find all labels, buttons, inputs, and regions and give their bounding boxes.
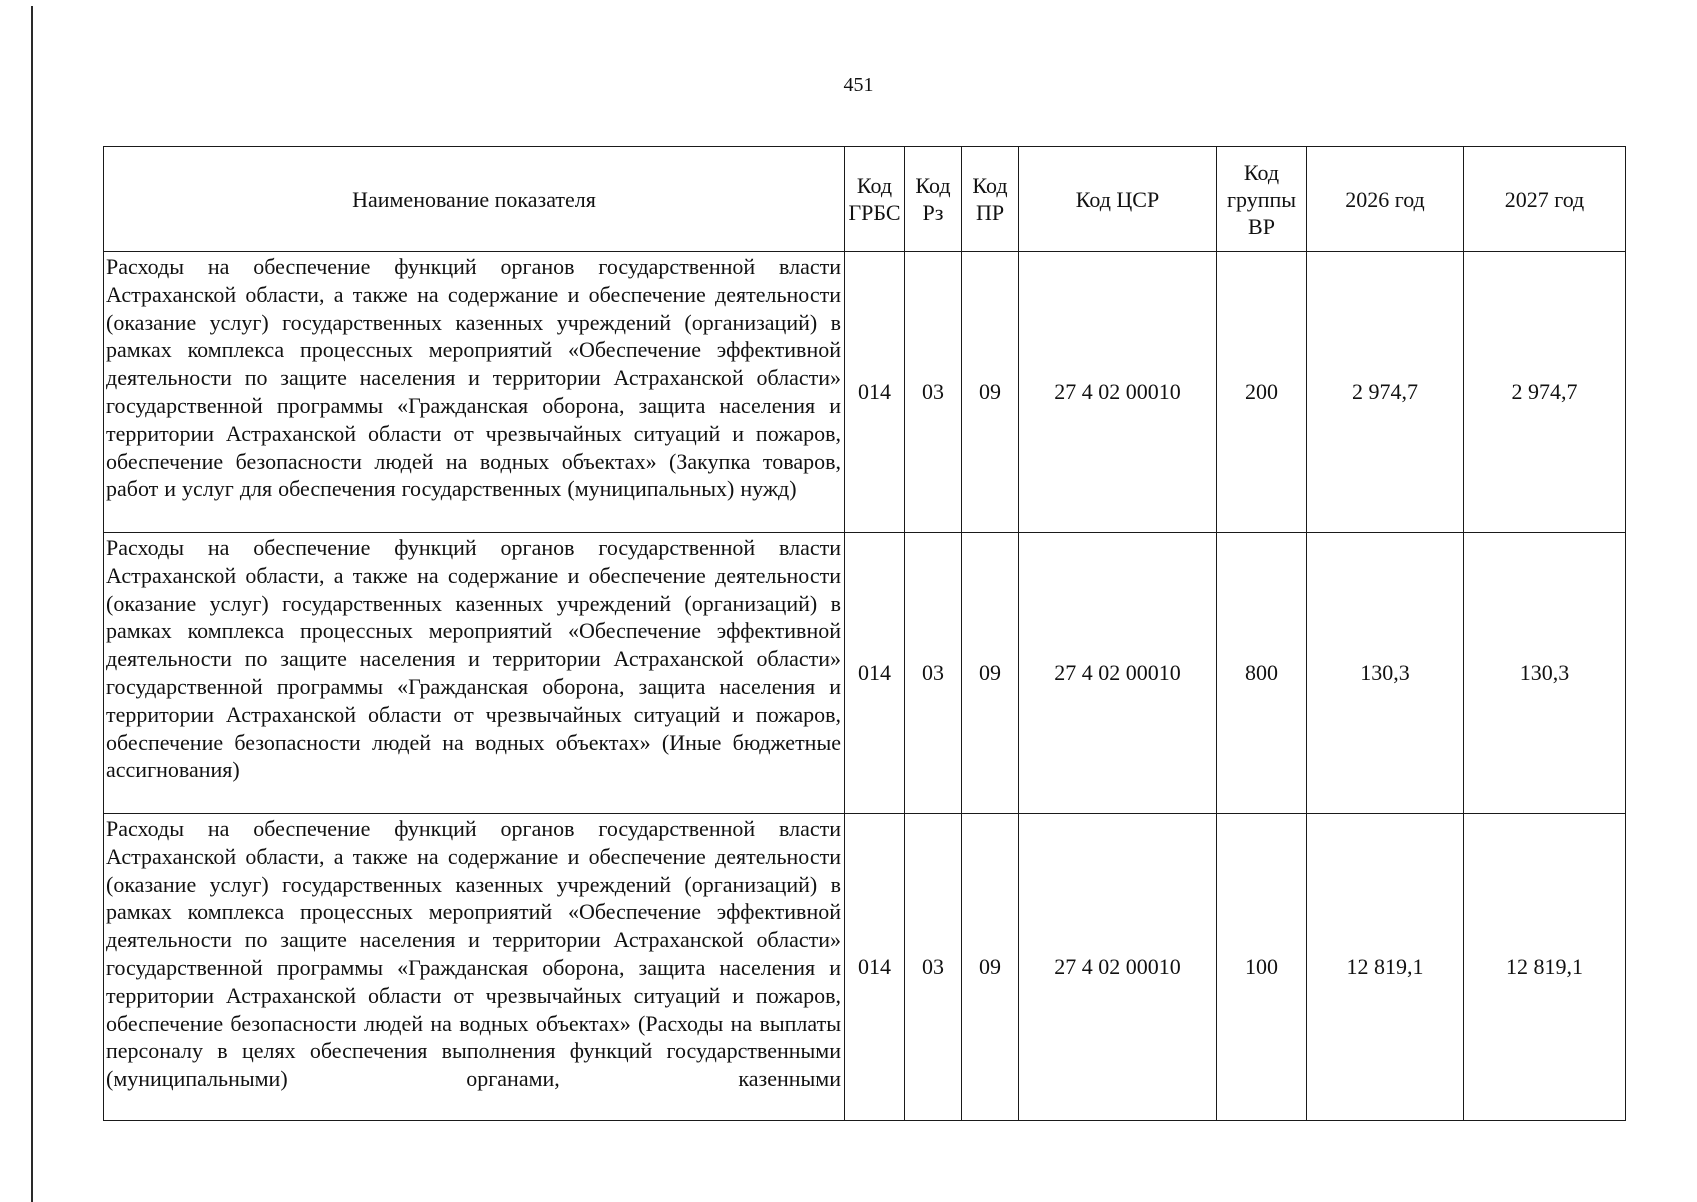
row-csr: 27 4 02 00010 xyxy=(1019,814,1217,1121)
header-pr: Код ПР xyxy=(962,147,1019,252)
table-header-row xyxy=(104,147,1626,252)
row-grbs: 014 xyxy=(845,533,905,814)
header-2027: 2027 год xyxy=(1464,147,1626,252)
row-name: Расходы на обеспечение функций органов государственной власти Астраханской области, а также на содержание и обеспечение деятельности (оказание услуг) государственных казенных учреждений (организаций) в рамках комплекса процессных мероприятий «Обеспечение эффективной деятельности по защите населения и территории Астраханской области» государственной программы «Гражданская оборона, защита населения и территории Астраханской области от чрезвычайных ситуаций и пожаров, обеспечение безопасности людей на водных объектах» (Расходы на выплаты персоналу в целях обеспечения выполнения функций государственными (муниципальными) органами, казенными xyxy=(104,814,845,1121)
header-grbs: Код ГРБС xyxy=(845,147,905,252)
header-name: Наименование показателя xyxy=(104,147,845,252)
header-rz: Код Рз xyxy=(905,147,962,252)
left-margin-line xyxy=(31,6,33,1202)
row-name: Расходы на обеспечение функций органов государственной власти Астраханской области, а также на содержание и обеспечение деятельности (оказание услуг) государственных казенных учреждений (организаций) в рамках комплекса процессных мероприятий «Обеспечение эффективной деятельности по защите населения и территории Астраханской области» государственной программы «Гражданская оборона, защита населения и территории Астраханской области от чрезвычайных ситуаций и пожаров, обеспечение безопасности людей на водных объектах» (Закупка товаров, работ и услуг для обеспечения государственных (муниципальных) нужд) xyxy=(104,252,845,533)
row-rz: 03 xyxy=(905,533,962,814)
row-rz: 03 xyxy=(905,814,962,1121)
row-csr: 27 4 02 00010 xyxy=(1019,252,1217,533)
header-vr: Код группы ВР xyxy=(1217,147,1307,252)
row-vr: 800 xyxy=(1217,533,1307,814)
row-pr: 09 xyxy=(962,252,1019,533)
row-vr: 200 xyxy=(1217,252,1307,533)
header-2026: 2026 год xyxy=(1307,147,1464,252)
row-name: Расходы на обеспечение функций органов государственной власти Астраханской области, а также на содержание и обеспечение деятельности (оказание услуг) государственных казенных учреждений (организаций) в рамках комплекса процессных мероприятий «Обеспечение эффективной деятельности по защите населения и территории Астраханской области» государственной программы «Гражданская оборона, защита населения и территории Астраханской области от чрезвычайных ситуаций и пожаров, обеспечение безопасности людей на водных объектах» (Иные бюджетные ассигнования) xyxy=(104,533,845,814)
row-2026: 130,3 xyxy=(1307,533,1464,814)
table-row xyxy=(104,252,1626,533)
budget-table xyxy=(103,146,1626,1121)
header-csr: Код ЦСР xyxy=(1019,147,1217,252)
row-csr: 27 4 02 00010 xyxy=(1019,533,1217,814)
row-2027: 130,3 xyxy=(1464,533,1626,814)
row-grbs: 014 xyxy=(845,252,905,533)
table-row xyxy=(104,814,1626,1121)
row-2026: 12 819,1 xyxy=(1307,814,1464,1121)
page-number: 451 xyxy=(843,74,874,96)
row-vr: 100 xyxy=(1217,814,1307,1121)
table-row xyxy=(104,533,1626,814)
row-pr: 09 xyxy=(962,814,1019,1121)
row-2026: 2 974,7 xyxy=(1307,252,1464,533)
row-rz: 03 xyxy=(905,252,962,533)
row-2027: 12 819,1 xyxy=(1464,814,1626,1121)
row-pr: 09 xyxy=(962,533,1019,814)
row-grbs: 014 xyxy=(845,814,905,1121)
row-2027: 2 974,7 xyxy=(1464,252,1626,533)
